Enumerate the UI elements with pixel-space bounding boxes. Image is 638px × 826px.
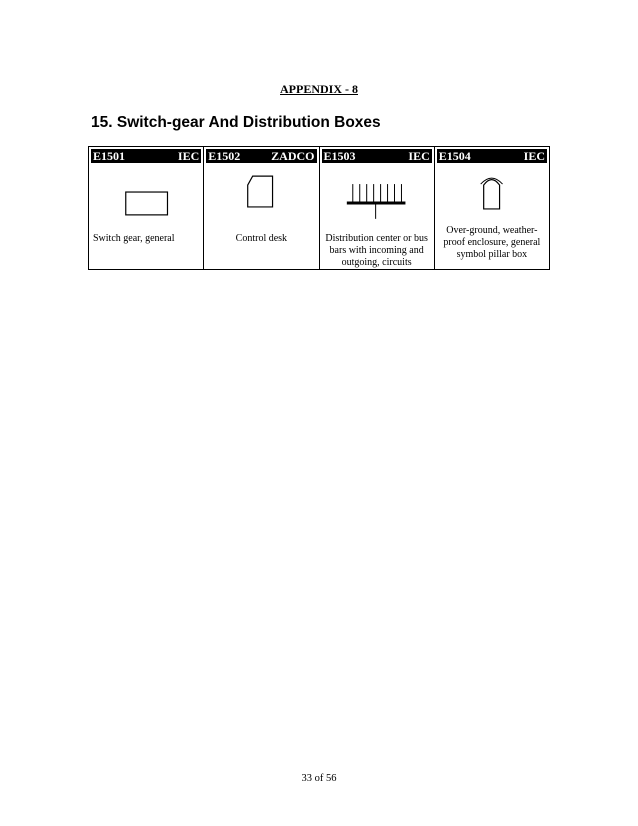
section-title: 15. Switch-gear And Distribution Boxes xyxy=(91,114,381,131)
symbol-table xyxy=(88,146,550,270)
symbol-cell-e1501 xyxy=(89,147,204,269)
cell-header xyxy=(437,149,547,163)
symbol-cell-e1503 xyxy=(320,147,435,269)
page-number: 33 of 56 xyxy=(301,773,337,784)
busbar-distribution-icon xyxy=(320,171,434,221)
symbol-description: Control desk xyxy=(235,233,288,244)
pillar-box-icon xyxy=(435,171,549,221)
symbol-standard: IEC xyxy=(523,149,545,163)
symbol-code: E1502 xyxy=(208,149,241,163)
symbol-standard: IEC xyxy=(177,149,200,163)
symbol-description: Switch gear, general xyxy=(93,233,175,244)
cell-header xyxy=(206,149,316,163)
symbol-code: E1504 xyxy=(438,149,471,163)
symbol-cell-e1502 xyxy=(204,147,319,269)
cell-header xyxy=(91,149,201,163)
symbol-standard: IEC xyxy=(408,149,430,163)
symbol-standard: ZADCO xyxy=(271,149,315,163)
appendix-heading: APPENDIX - 8 xyxy=(280,82,358,96)
symbol-description: Over-ground, weather-proof enclosure, general symbol pillar box xyxy=(443,225,541,260)
symbol-cell-e1504 xyxy=(435,147,549,269)
symbol-code: E1501 xyxy=(93,149,126,163)
control-desk-icon xyxy=(204,171,318,221)
switchgear-rectangle-icon xyxy=(89,171,203,221)
symbol-description: Distribution center or bus bars with incoming and outgoing, circuits xyxy=(325,233,428,268)
symbol-code: E1503 xyxy=(323,149,356,163)
cell-header xyxy=(322,149,432,163)
